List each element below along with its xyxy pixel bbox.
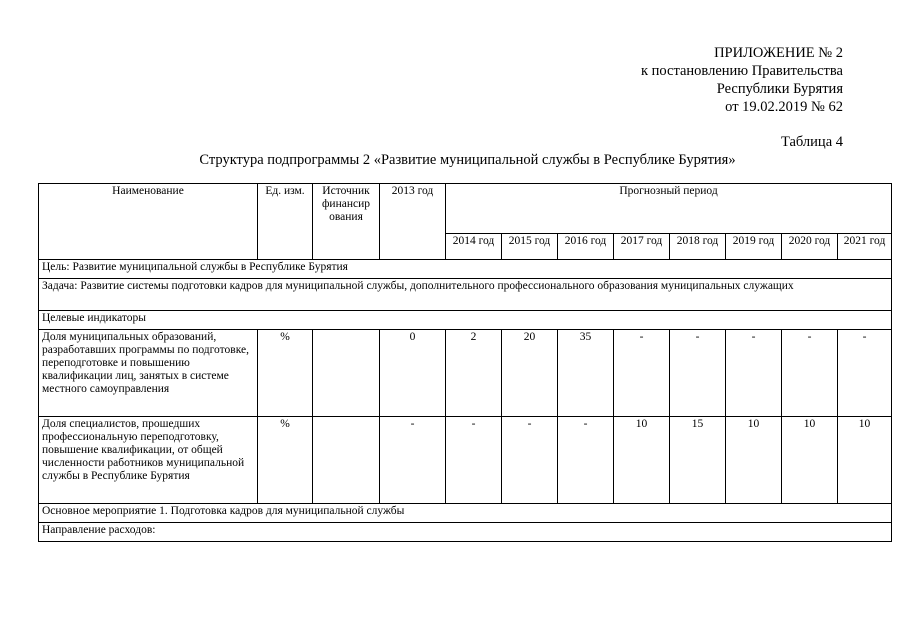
indicator-value: - bbox=[502, 417, 558, 504]
indicator-value: - bbox=[838, 330, 892, 417]
header-forecast: Прогнозный период bbox=[446, 184, 892, 234]
table-row bbox=[39, 330, 892, 417]
header-year: 2019 год bbox=[726, 234, 782, 260]
indicator-value: - bbox=[446, 417, 502, 504]
header-year: 2021 год bbox=[838, 234, 892, 260]
indicator-base: - bbox=[380, 417, 446, 504]
header-year: 2017 год bbox=[614, 234, 670, 260]
indicator-unit: % bbox=[258, 330, 313, 417]
expenses-text: Направление расходов: bbox=[39, 523, 892, 542]
indicator-value: - bbox=[726, 330, 782, 417]
header-unit: Ед. изм. bbox=[258, 184, 313, 260]
table-row bbox=[39, 417, 892, 504]
appendix-line-2: к постановлению Правительства bbox=[641, 63, 843, 79]
appendix-line-3: Республики Бурятия bbox=[716, 81, 843, 97]
table-number: Таблица 4 bbox=[780, 134, 843, 150]
indicator-value: 15 bbox=[670, 417, 726, 504]
indicator-value: 10 bbox=[838, 417, 892, 504]
header-year: 2016 год bbox=[558, 234, 614, 260]
goal-text: Цель: Развитие муниципальной службы в Республике Бурятия bbox=[39, 260, 892, 279]
indicator-name: Доля муниципальных образований, разработавших программы по подготовке, переподготовке и повышению квалификации лиц, занятых в системе местного самоуправления bbox=[39, 330, 258, 417]
activity-row bbox=[39, 504, 892, 523]
indicator-value: 20 bbox=[502, 330, 558, 417]
indicators-row bbox=[39, 311, 892, 330]
indicator-value: 10 bbox=[782, 417, 838, 504]
expenses-row bbox=[39, 523, 892, 542]
indicator-value: 35 bbox=[558, 330, 614, 417]
indicator-source bbox=[313, 330, 380, 417]
header-year: 2020 год bbox=[782, 234, 838, 260]
activity-text: Основное мероприятие 1. Подготовка кадров для муниципальной службы bbox=[39, 504, 892, 523]
indicator-value: 2 bbox=[446, 330, 502, 417]
indicator-base: 0 bbox=[380, 330, 446, 417]
appendix-line-4: от 19.02.2019 № 62 bbox=[725, 99, 843, 115]
appendix-block bbox=[641, 44, 843, 116]
goal-row bbox=[39, 260, 892, 279]
header-row bbox=[39, 184, 892, 234]
document-title: Структура подпрограммы 2 «Развитие муниципальной службы в Республике Бурятия» bbox=[199, 152, 736, 168]
indicator-value: 10 bbox=[614, 417, 670, 504]
indicator-value: - bbox=[670, 330, 726, 417]
indicator-value: - bbox=[614, 330, 670, 417]
task-text: Задача: Развитие системы подготовки кадров для муниципальной службы, дополнительного профессионального образования муниципальных служащих bbox=[39, 279, 892, 311]
indicator-value: - bbox=[558, 417, 614, 504]
header-base-year: 2013 год bbox=[380, 184, 446, 260]
header-name: Наименование bbox=[39, 184, 258, 260]
indicator-name: Доля специалистов, прошедших профессиональную переподготовку, повышение квалификации, от общей численности работников муниципальной службы в Республике Бурятия bbox=[39, 417, 258, 504]
header-year: 2015 год bbox=[502, 234, 558, 260]
indicator-value: 10 bbox=[726, 417, 782, 504]
indicator-source bbox=[313, 417, 380, 504]
header-year: 2018 год bbox=[670, 234, 726, 260]
indicator-unit: % bbox=[258, 417, 313, 504]
indicators-label: Целевые индикаторы bbox=[39, 311, 892, 330]
task-row bbox=[39, 279, 892, 311]
appendix-line-1: ПРИЛОЖЕНИЕ № 2 bbox=[714, 45, 843, 61]
structure-table bbox=[38, 183, 892, 542]
header-year: 2014 год bbox=[446, 234, 502, 260]
header-source: Источник финансир ования bbox=[313, 184, 380, 260]
indicator-value: - bbox=[782, 330, 838, 417]
